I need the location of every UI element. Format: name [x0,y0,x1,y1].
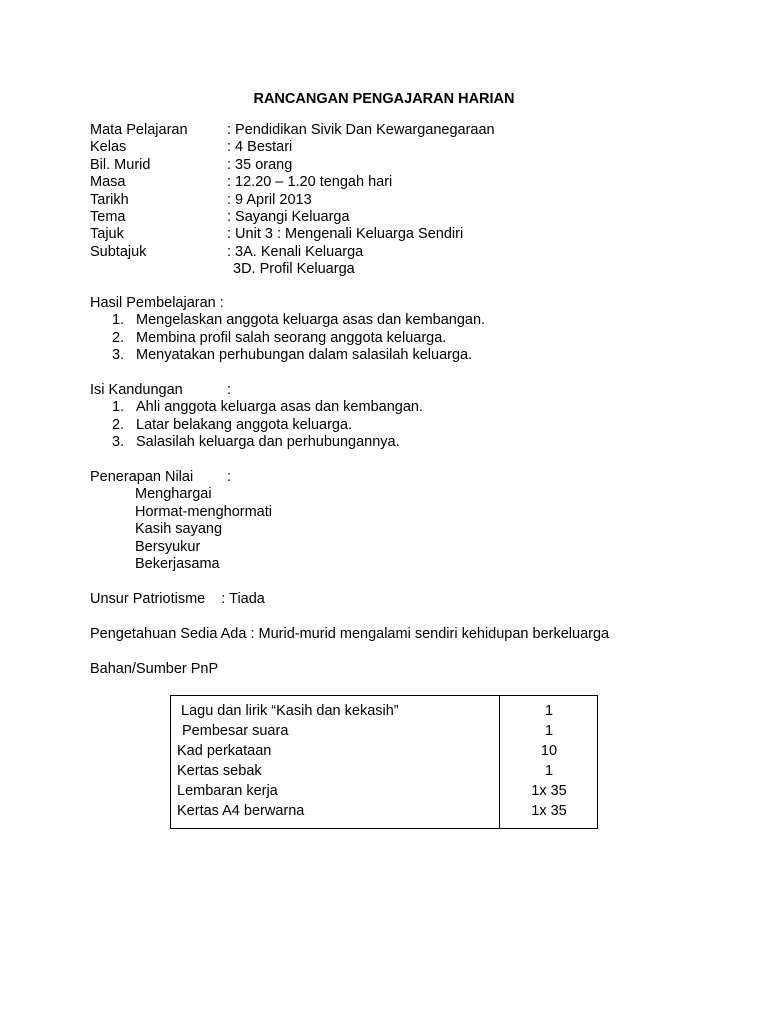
table-row [171,801,597,821]
isi-list [90,399,423,451]
table-cell-item: Kad perkataan [177,743,272,759]
section-heading-row [90,469,272,486]
info-value: : Unit 3 : Mengenali Keluarga Sendiri [227,226,464,243]
list-number: 1. [112,399,125,416]
list-item-text: Membina profil salah seorang anggota keluarga. [136,329,447,346]
info-value: 3D. Profil Keluarga [233,261,355,278]
section-heading: Hasil Pembelajaran : [90,295,224,311]
list-item [90,417,423,434]
info-value: : 9 April 2013 [227,191,312,208]
list-number: 3. [112,347,125,364]
table-cell-qty: 1x 35 [531,783,567,799]
section-heading-row [90,382,423,399]
info-label: Masa [90,174,126,191]
list-item-text: Ahli anggota keluarga asas dan kembangan. [136,399,423,416]
list-number: 2. [112,416,125,433]
table-cell-qty: 1 [544,703,554,719]
info-value: : 3A. Kenali Keluarga [227,243,364,260]
list-item [90,330,485,347]
info-value: : 35 orang [227,156,293,173]
section-colon: : [227,382,232,398]
nilai-item: Menghargai [135,486,212,503]
document-title: RANCANGAN PENGAJARAN HARIAN [253,91,515,107]
info-value: : 12.20 – 1.20 tengah hari [227,174,393,191]
nilai-item: Bekerjasama [135,555,220,572]
isi-kandungan-section [90,382,423,452]
bahan-table [170,695,598,829]
penerapan-nilai-section [90,469,272,573]
list-number: 2. [112,329,125,346]
hasil-list [90,312,485,364]
table-cell-item: Pembesar suara [182,723,289,739]
table-cell-qty: 1 [544,763,554,779]
info-value: : Pendidikan Sivik Dan Kewarganegaraan [227,122,495,138]
bahan-sumber-heading: Bahan/Sumber PnP [90,661,219,677]
info-value: : 4 Bestari [227,139,293,156]
list-item [90,399,423,416]
info-label: Mata Pelajaran [90,122,188,138]
info-label: Tarikh [90,191,129,208]
table-cell-item: Kertas sebak [177,763,262,779]
section-heading: Penerapan Nilai [90,469,194,485]
table-row [171,701,597,721]
nilai-item: Kasih sayang [135,521,223,538]
list-item-text: Menyatakan perhubungan dalam salasilah keluarga. [136,347,473,364]
nilai-item: Bersyukur [135,538,201,555]
section-heading: Isi Kandungan [90,382,183,398]
info-value: : Sayangi Keluarga [227,208,350,225]
list-number: 1. [112,312,125,329]
list-item-text: Mengelaskan anggota keluarga asas dan kembangan. [136,312,486,329]
unsur-patriotisme: Unsur Patriotisme : Tiada [90,591,265,607]
nilai-item: Hormat-menghormati [135,503,272,520]
list-item-text: Latar belakang anggota keluarga. [136,416,353,433]
table-cell-qty: 1x 35 [531,803,567,819]
table-cell-item: Lembaran kerja [177,783,278,799]
info-label: Tajuk [90,226,124,243]
list-item [90,434,423,451]
pengetahuan-sedia-ada: Pengetahuan Sedia Ada : Murid-murid mengalami sendiri kehidupan berkeluarga [90,626,610,642]
table-cell-item: Kertas A4 berwarna [177,803,305,819]
info-label: Subtajuk [90,243,147,260]
info-label: Bil. Murid [90,156,151,173]
table-row [171,761,597,781]
section-colon: : [227,469,232,485]
info-label: Tema [90,208,126,225]
table-row [171,721,597,741]
table-row [171,781,597,801]
list-item [90,312,485,329]
table-row [171,741,597,761]
list-number: 3. [112,434,125,451]
list-item [90,347,485,364]
info-label: Kelas [90,139,127,156]
hasil-pembelajaran-section [90,295,485,365]
table-cell-qty: 1 [544,723,554,739]
table-cell-qty: 10 [540,743,558,759]
list-item-text: Salasilah keluarga dan perhubungannya. [136,434,400,451]
table-cell-item: Lagu dan lirik “Kasih dan kekasih” [181,703,399,719]
